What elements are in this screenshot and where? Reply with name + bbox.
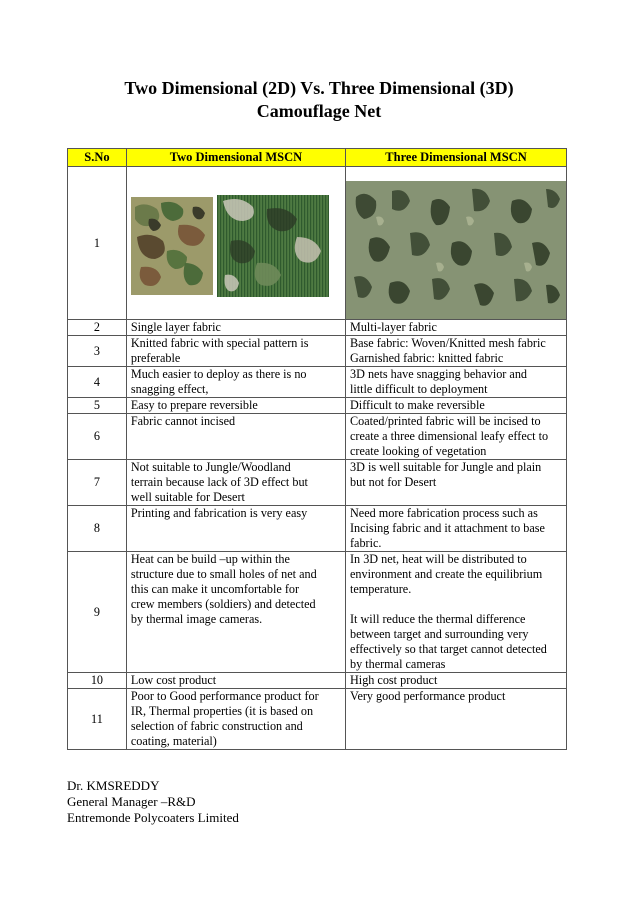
author-name: Dr. KMSREDDY [67, 778, 160, 793]
cell-text-line: 3D nets have snagging behavior and [350, 367, 528, 381]
camo-fabric-swatch-left [131, 197, 213, 295]
cell-text-line: little difficult to deployment [350, 382, 488, 396]
three-d-camouflage-photo [346, 167, 566, 319]
cell-text-line: effectively so that target cannot detected [350, 642, 547, 656]
three-d-cell [346, 673, 567, 689]
cell-text-line: IR, Thermal properties (it is based on [130, 704, 314, 718]
three-d-net-photo-cell [346, 167, 567, 320]
cell-text-line: High cost product [350, 673, 438, 687]
three-d-cell [346, 552, 567, 673]
table-row [68, 367, 567, 398]
row-number: 11 [68, 689, 127, 750]
table-row [68, 336, 567, 367]
cell-text-line: Very good performance product [350, 689, 506, 703]
camo-fabric-swatch-right [217, 195, 329, 297]
row-number: 6 [68, 414, 127, 460]
table-row [68, 414, 567, 460]
three-d-cell [346, 460, 567, 506]
cell-text-line: Fabric cannot incised [130, 414, 236, 428]
two-d-cell [126, 689, 345, 750]
cell-text-line: Difficult to make reversible [350, 398, 485, 412]
cell-text-line: In 3D net, heat will be distributed to [350, 552, 527, 566]
row-number: 7 [68, 460, 127, 506]
two-d-cell [126, 673, 345, 689]
cell-text-line: preferable [130, 351, 181, 365]
cell-text-line: fabric. [350, 536, 382, 550]
cell-text-line: by thermal cameras [350, 657, 446, 671]
cell-text-line: create a three dimensional leafy effect to [350, 429, 549, 443]
cell-text-line: Need more fabrication process such as [350, 506, 538, 520]
footer-signature [67, 778, 239, 826]
table-row [68, 552, 567, 673]
row-number: 5 [68, 398, 127, 414]
cell-text-line: create looking of vegetation [350, 444, 487, 458]
cell-text-line: Single layer fabric [130, 320, 221, 334]
row-number: 8 [68, 506, 127, 552]
two-d-cell [126, 460, 345, 506]
table-row [68, 460, 567, 506]
two-d-cell [126, 552, 345, 673]
cell-text-line: Coated/printed fabric will be incised to [350, 414, 541, 428]
cell-text-line: Poor to Good performance product for [130, 689, 319, 703]
cell-text-line: Much easier to deploy as there is no [130, 367, 307, 381]
two-d-cell [126, 414, 345, 460]
cell-text-line: environment and create the equilibrium [350, 567, 543, 581]
cell-text-line: coating, material) [130, 734, 217, 748]
cell-text-line: Easy to prepare reversible [130, 398, 258, 412]
cell-text-line: but not for Desert [350, 475, 437, 489]
two-d-camouflage-photo [127, 167, 332, 319]
cell-text-line: selection of fabric construction and [130, 719, 303, 733]
row-number: 4 [68, 367, 127, 398]
header-row [68, 149, 567, 167]
table-row [68, 398, 567, 414]
page-title [0, 77, 638, 123]
cell-text-line: Not suitable to Jungle/Woodland [130, 460, 291, 474]
title-line-1: Two Dimensional (2D) Vs. Three Dimensional (3D) [124, 78, 514, 98]
cell-text-line: Knitted fabric with special pattern is [130, 336, 309, 350]
cell-text-line: between target and surrounding very [350, 627, 529, 641]
row-number: 10 [68, 673, 127, 689]
two-d-cell [126, 506, 345, 552]
cell-text-line: Incising fabric and it attachment to base [350, 521, 545, 535]
cell-text-line: Printing and fabrication is very easy [130, 506, 308, 520]
three-d-cell [346, 336, 567, 367]
cell-text-line: Multi-layer fabric [350, 320, 437, 334]
cell-text-line: this can make it uncomfortable for [130, 582, 300, 596]
two-d-cell [126, 320, 345, 336]
row-number: 1 [68, 167, 127, 320]
comparison-table [67, 148, 567, 750]
row-number: 3 [68, 336, 127, 367]
author-position: General Manager –R&D [67, 794, 196, 809]
two-d-cell [126, 398, 345, 414]
title-line-2: Camouflage Net [256, 101, 382, 121]
cell-text-line [350, 597, 562, 612]
table-row-images [68, 167, 567, 320]
three-d-cell [346, 414, 567, 460]
row-number: 2 [68, 320, 127, 336]
cell-text-line: Heat can be build –up within the [130, 552, 290, 566]
cell-text-line: crew members (soldiers) and detected [130, 597, 316, 611]
three-d-cell [346, 689, 567, 750]
three-d-cell [346, 506, 567, 552]
cell-text-line: by thermal image cameras. [130, 612, 263, 626]
header-sno: S.No [68, 149, 127, 167]
cell-text-line: snagging effect, [130, 382, 209, 396]
two-d-cell [126, 336, 345, 367]
cell-text-line: 3D is well suitable for Jungle and plain [350, 460, 542, 474]
table-row [68, 689, 567, 750]
table-row [68, 506, 567, 552]
cell-text-line: Garnished fabric: knitted fabric [350, 351, 504, 365]
cell-text-line: well suitable for Desert [130, 490, 245, 504]
two-d-cell [126, 367, 345, 398]
table-row [68, 673, 567, 689]
author-company: Entremonde Polycoaters Limited [67, 810, 239, 825]
camo-3d-net-swatch [346, 181, 566, 319]
cell-text-line: temperature. [350, 582, 412, 596]
two-d-net-photo-cell [126, 167, 345, 320]
cell-text-line: It will reduce the thermal difference [350, 612, 526, 626]
cell-text-line: structure due to small holes of net and [130, 567, 317, 581]
three-d-cell [346, 320, 567, 336]
cell-text-line: terrain because lack of 3D effect but [130, 475, 308, 489]
cell-text-line: Base fabric: Woven/Knitted mesh fabric [350, 336, 546, 350]
header-two-d: Two Dimensional MSCN [126, 149, 345, 167]
row-number: 9 [68, 552, 127, 673]
three-d-cell [346, 398, 567, 414]
table-row [68, 320, 567, 336]
three-d-cell [346, 367, 567, 398]
cell-text-line: Low cost product [130, 673, 217, 687]
header-three-d: Three Dimensional MSCN [346, 149, 567, 167]
